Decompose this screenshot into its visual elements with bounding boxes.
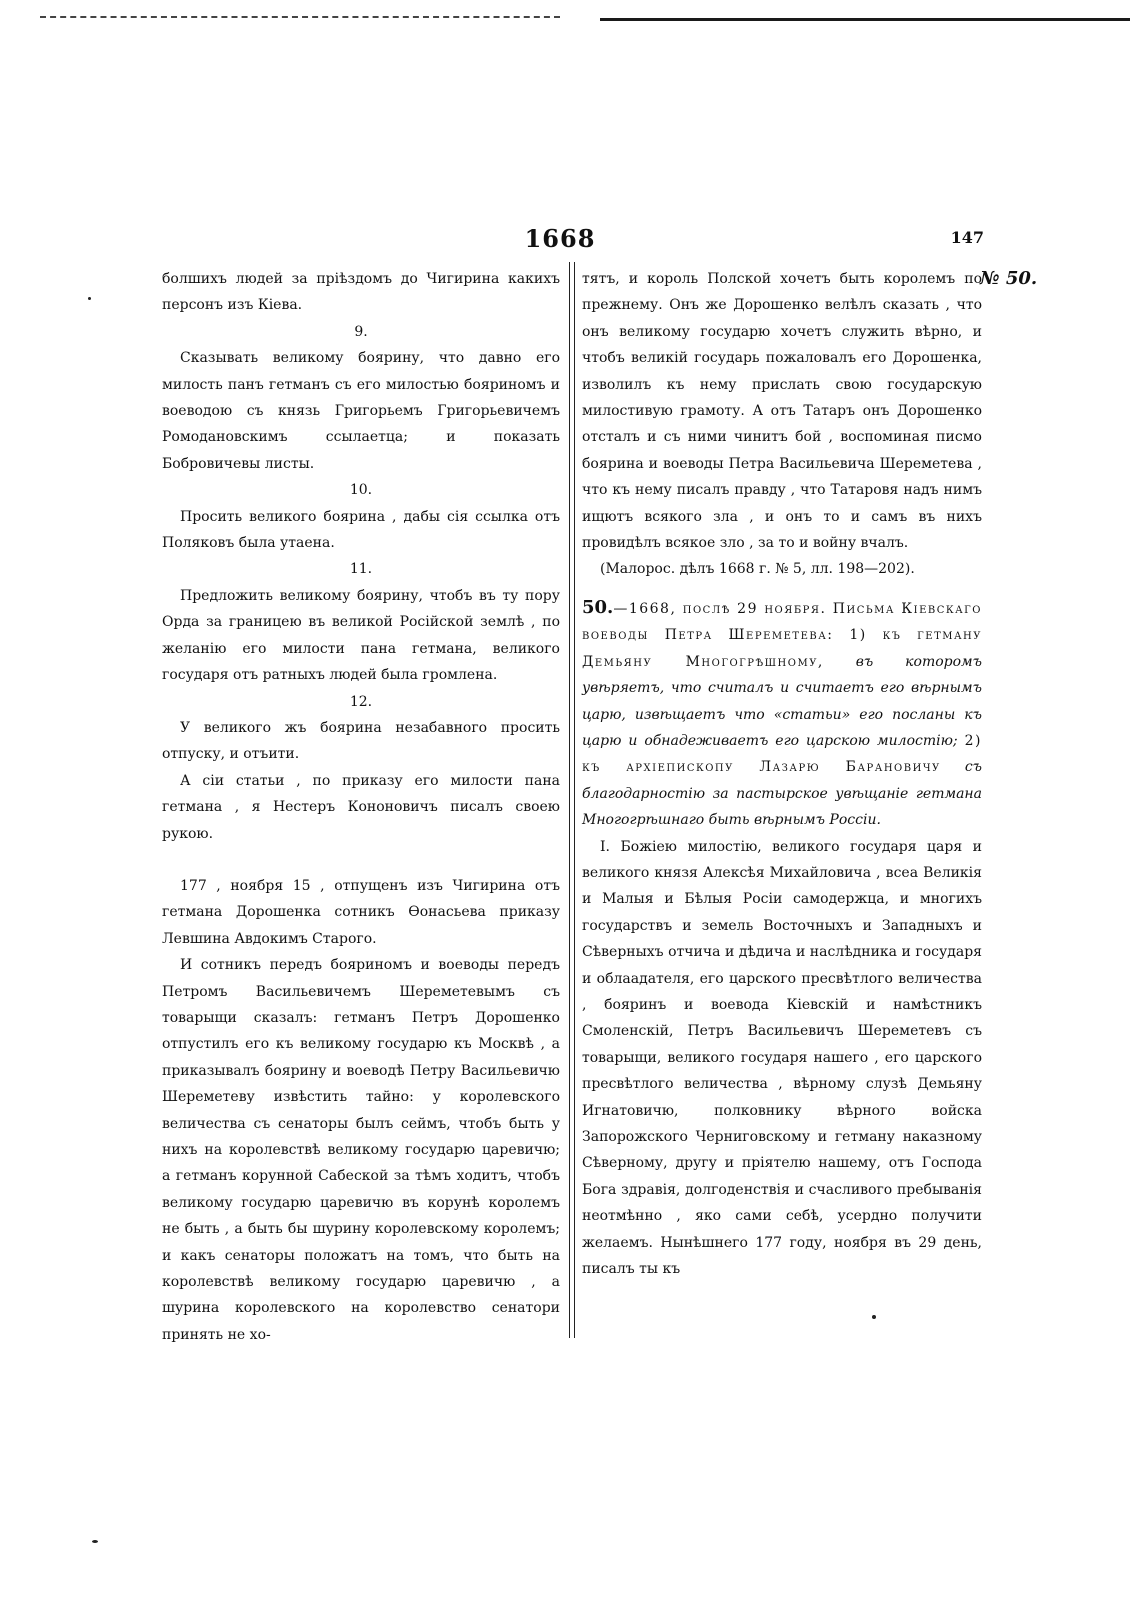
margin-document-number: № 50. — [980, 268, 1038, 289]
paragraph: 177 , ноября 15 , отпущенъ изъ Чигирина отъ гетмана Дорошенка сотникъ Өонасьева приказу Левшина Авдокимъ Старого. — [162, 877, 560, 947]
document-summary: въ которомъ увѣряетъ, что считалъ и считаетъ его вѣрнымъ царю, извѣщаетъ что «статьи» его посланы къ царю и обнадеживаетъ его царскою милостію; — [582, 653, 982, 749]
scan-speck — [88, 297, 91, 300]
document-title: —1668, послѣ 29 ноября. Письма Кіевскаго воеводы Петра Шереметева: 1) къ гетману Демьяну Многогрѣшному, — [582, 600, 982, 670]
article-number: 11. — [349, 561, 373, 578]
article-number: 9. — [354, 323, 368, 340]
letter-text: I. Божіею милостію, великого государя царя и великого князя Алексѣя Михайловича , всеа Великія и Малыя и Бѣлыя Росіи самодержца, и многихъ государствъ и земель Восточныхъ и Западныхъ и Сѣверныхъ отчича и дѣдича и наслѣдника и государя и облаадателя, его царского пресвѣтлого величества , бояринъ и воевода Кіевскій и намѣстникъ Смоленскій, Петръ Васильевичъ Шереметевъ съ товарыщи, великого государя нашего , его царского пресвѣтлого величества , вѣрному слузѣ Демьяну Игнатовичю, полковнику вѣрного войска Запорожского Черниговскому и гетману наказному Сѣверному, другу и пріятелю нашему, отъ Господа Бога здравія, долгоденствія и счасливого пребыванія неотмѣнно , яко сами себѣ, усердно получити желаемъ. Нынѣшнего 177 году, ноября въ 29 день, писалъ ты къ — [582, 838, 982, 1278]
scan-artifact-top-left — [40, 16, 560, 18]
document-summary: съ благодарностію за пастырское увѣщаніе гетмана Многогрѣшнаго быть вѣрнымъ Россіи. — [582, 759, 982, 829]
paragraph: А сіи статьи , по приказу его милости пана гетмана , я Нестеръ Кононовичъ писалъ своею рукою. — [162, 772, 560, 842]
article-number: 12. — [349, 693, 373, 710]
archive-source-reference: (Малорос. дѣлъ 1668 г. № 5, лл. 198—202). — [600, 561, 915, 578]
page-year-header: 1668 — [524, 224, 596, 253]
scan-speck — [872, 1315, 876, 1319]
paragraph: Предложить великому боярину, чтобъ въ ту пору Орда за границею въ великой Російской землѣ , по желанію его милости пана гетмана, великого государя отъ ратныхъ людей была громлена. — [162, 587, 560, 684]
paragraph: тятъ, и король Полской хочетъ быть королемъ по прежнему. Онъ же Дорошенко велѣлъ сказать , что онъ великому государю хочетъ служить вѣрно, и чтобъ великій государь пожаловалъ его Дорошенка, изволилъ къ нему прислать свою государскую милостивую грамоту. А отъ Татаръ онъ Дорошенко отсталъ и съ ними чинитъ бой , воспоминая писмо боярина и воеводы Петра Васильевича Шереметева , что къ нему писалъ правду , что Татаровя надъ нимъ ищютъ всякого зла , и онъ то и самъ въ нихъ провидѣлъ всякое зло , за то и войну вчалъ. — [582, 271, 982, 552]
paragraph: И сотникъ передъ бояриномъ и воеводы передъ Петромъ Васильевичемъ Шереметевымъ съ товарыщи сказалъ: гетманъ Петръ Дорошенко отпустилъ его къ великому государю къ Москвѣ , а приказывалъ боярину и воеводѣ Петру Васильевичю Шереметеву извѣстить тайно: у королевского величества съ сенаторы былъ сеймъ, чтобъ быть у нихъ на королевствѣ великому государю царевичю; а гетманъ корунной Сабеской за тѣмъ ходитъ, чтобъ великому государю царевичю въ корунѣ королемъ не быть , а быть бы шурину королевскому королемъ; и какъ сенаторы положатъ на томъ, что быть на королевствѣ великому государю царевичю , а шурина королевского на королевство сенатори принять не хо- — [162, 957, 560, 1343]
right-column — [582, 266, 982, 1282]
spacer — [162, 847, 560, 873]
paragraph: У великого жъ боярина незабавного просить отпуску, и отъити. — [162, 719, 560, 763]
scan-speck — [92, 1540, 98, 1543]
document-heading — [582, 595, 982, 834]
left-column — [162, 266, 560, 1348]
article-number: 10. — [349, 482, 373, 499]
spacer — [582, 583, 982, 595]
paragraph: болшихъ людей за пріѣздомъ до Чигирина какихъ персонъ изъ Кіева. — [162, 271, 560, 314]
scan-artifact-top-right — [600, 18, 1130, 21]
page-number: 147 — [950, 228, 984, 247]
paragraph: Просить великого боярина , дабы сія ссылка отъ Поляковъ была утаена. — [162, 508, 560, 552]
document-title: 2) къ архіепископу Лазарю Барановичу — [582, 732, 982, 776]
column-divider — [569, 262, 575, 1338]
paragraph: Сказывать великому боярину, что давно его милость панъ гетманъ съ его милостью бояриномъ и воеводою съ князь Григорьемъ Григорьевичемъ Ромодановскимъ ссылаетца; и показать Бобровичевы листы. — [162, 350, 560, 472]
document-number: 50. — [582, 596, 614, 618]
